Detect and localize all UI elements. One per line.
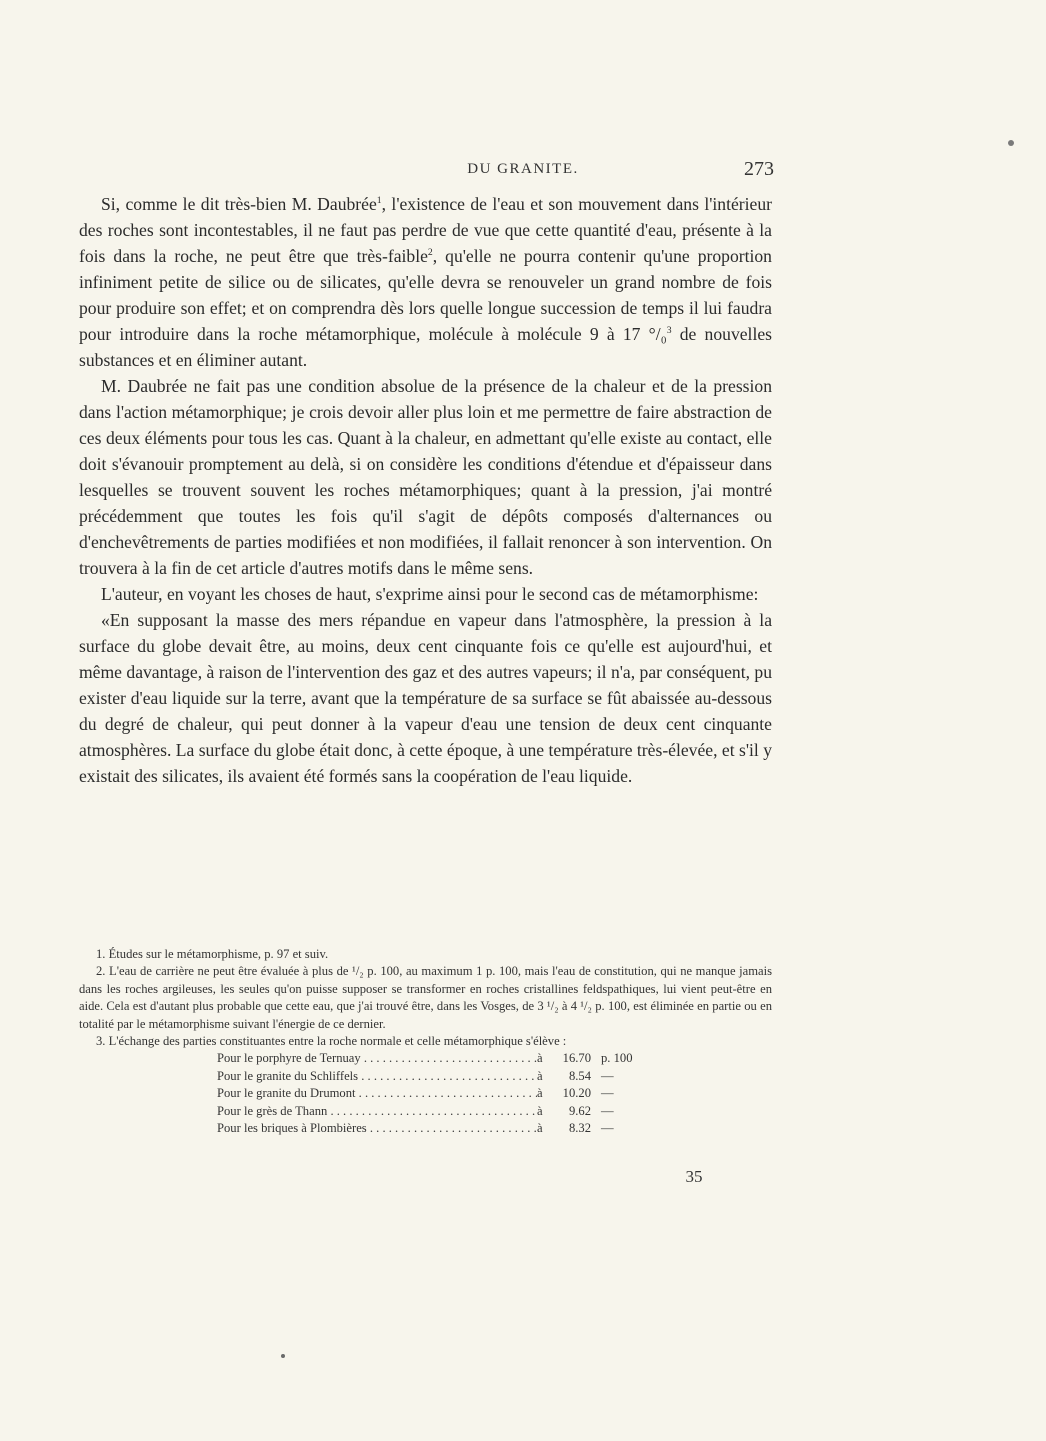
exchange-table	[217, 1050, 772, 1137]
signature-mark: 35	[685, 1167, 703, 1186]
row-value: 9.62	[568, 1103, 591, 1118]
footnote: 1. Études sur le métamorphisme, p. 97 et suiv.	[96, 947, 329, 961]
footnote-ref: 3	[666, 325, 672, 337]
row-unit: —	[601, 1121, 614, 1135]
page-number: 273	[744, 158, 774, 180]
row-prep: à	[537, 1086, 543, 1101]
table-row	[217, 1050, 772, 1067]
ink-speck	[1008, 140, 1014, 146]
paragraph: «En supposant la masse des mers répandue en vapeur dans l'atmosphère, la pression à la surface du globe devait être, au moins, deux cent cinquante fois ce qu'elle est aujourd'hui, et même davantage, à raison de l'intervention des gaz et des autres vapeurs; il n'a, par conséquent, pu exister d'eau liquide sur la terre, avant que la température de sa surface se fût abaissée au-dessous du degré de chaleur, qui peut donner à la vapeur d'eau une tension de deux cent cinquante atmosphères. La surface du globe était donc, à cette époque, à une température très-élevée, et s'il y existait des silicates, ils avaient été formés sans la coopération de l'eau liquide.	[79, 610, 772, 786]
table-row	[217, 1103, 772, 1120]
row-unit: —	[601, 1103, 614, 1118]
row-unit: —	[601, 1086, 614, 1101]
footnote-ref: 1	[376, 195, 382, 207]
row-value: 16.70	[562, 1051, 591, 1066]
row-prep: à	[537, 1068, 543, 1083]
row-unit: —	[601, 1068, 614, 1083]
row-unit: p. 100	[601, 1051, 633, 1066]
row-label: Pour le granite du Drumont . . .	[217, 1085, 537, 1102]
row-value: 8.54	[568, 1068, 591, 1083]
row-prep: à	[537, 1121, 543, 1135]
paragraph: M. Daubrée ne fait pas une condition absolue de la présence de la chaleur et de la pression dans l'action métamorphique; je crois devoir aller plus loin et me permettre de faire abstraction de ces deux éléments pour tous les cas. Quant à la chaleur, en admettant qu'elle existe au contact, elle doit s'évanouir promptement au delà, si on considère les conditions d'étendue et d'épaisseur dans lesquelles se trouvent souvent les roches métamorphiques; quant à la pression, j'ai montré précédemment que toutes les fois qu'il s'agit de dépôts composés d'alternances ou d'enchevêtrements de parties modifiées et non modifiées, il fallait renoncer à son intervention. On trouvera à la fin de cet article d'autres motifs dans le même sens.	[79, 376, 772, 578]
row-label: Pour le grès de Thann . . .	[217, 1103, 537, 1120]
main-text	[79, 191, 772, 789]
table-row	[217, 1085, 772, 1102]
footnotes	[79, 946, 772, 1137]
row-prep: à	[537, 1051, 543, 1066]
paragraph: L'auteur, en voyant les choses de haut, s'exprime ainsi pour le second cas de métamorphisme:	[101, 584, 759, 604]
footnote-list	[79, 946, 772, 1050]
running-title: DU GRANITE.	[467, 161, 579, 177]
footnote: 2. L'eau de carrière ne peut être évaluée à plus de ¹/₂ p. 100, au maximum 1 p. 100, mais l'eau de constitution, qui ne manque jamais dans les roches argileuses, les seules qu'on puisse supposer se transformer en roches cristallines feldspathiques, lui vient peut-être en aide. Cela est d'autant plus probable que cette eau, que j'ai trouvé être, dans les Vosges, de 3 ¹/₂ à 4 ¹/₂ p. 100, est éliminée en partie ou en totalité par le métamorphisme suivant l'énergie de ce dernier.	[79, 964, 772, 1031]
row-label: Pour les briques à Plombières . . .	[217, 1120, 537, 1137]
footnote-ref: 2	[427, 247, 433, 259]
ink-speck	[281, 1354, 285, 1358]
table-row	[217, 1068, 772, 1085]
footnote: 3. L'échange des parties constituantes entre la roche normale et celle métamorphique s'élève :	[96, 1034, 567, 1049]
row-label: Pour le granite du Schliffels . . .	[217, 1068, 537, 1085]
row-value: 8.32	[568, 1121, 591, 1135]
table-row	[217, 1120, 772, 1137]
row-prep: à	[537, 1103, 543, 1118]
row-label: Pour le porphyre de Ternuay . . .	[217, 1050, 537, 1067]
row-value: 10.20	[562, 1086, 591, 1101]
paragraph: Si, comme le dit très-bien M. Daubrée$^1$, l'existence de l'eau et son mouvement dans l'intérieur des roches sont incontestables, il ne faut pas perdre de vue que cette quantité d'eau, présente à la fois dans la roche, ne peut être que très-faible$^2$, qu'elle ne pourra contenir qu'une proportion infiniment petite de silice ou de silicates, qu'elle devra se renouveler un grand nombre de fois pour produire son effet; et on comprendra dès lors quelle longue succession de temps il lui faudra pour introduire dans la roche métamorphique, molécule à molécule 9 à 17 °/₀$^3$ de nouvelles substances et en éliminer autant.	[79, 194, 773, 370]
